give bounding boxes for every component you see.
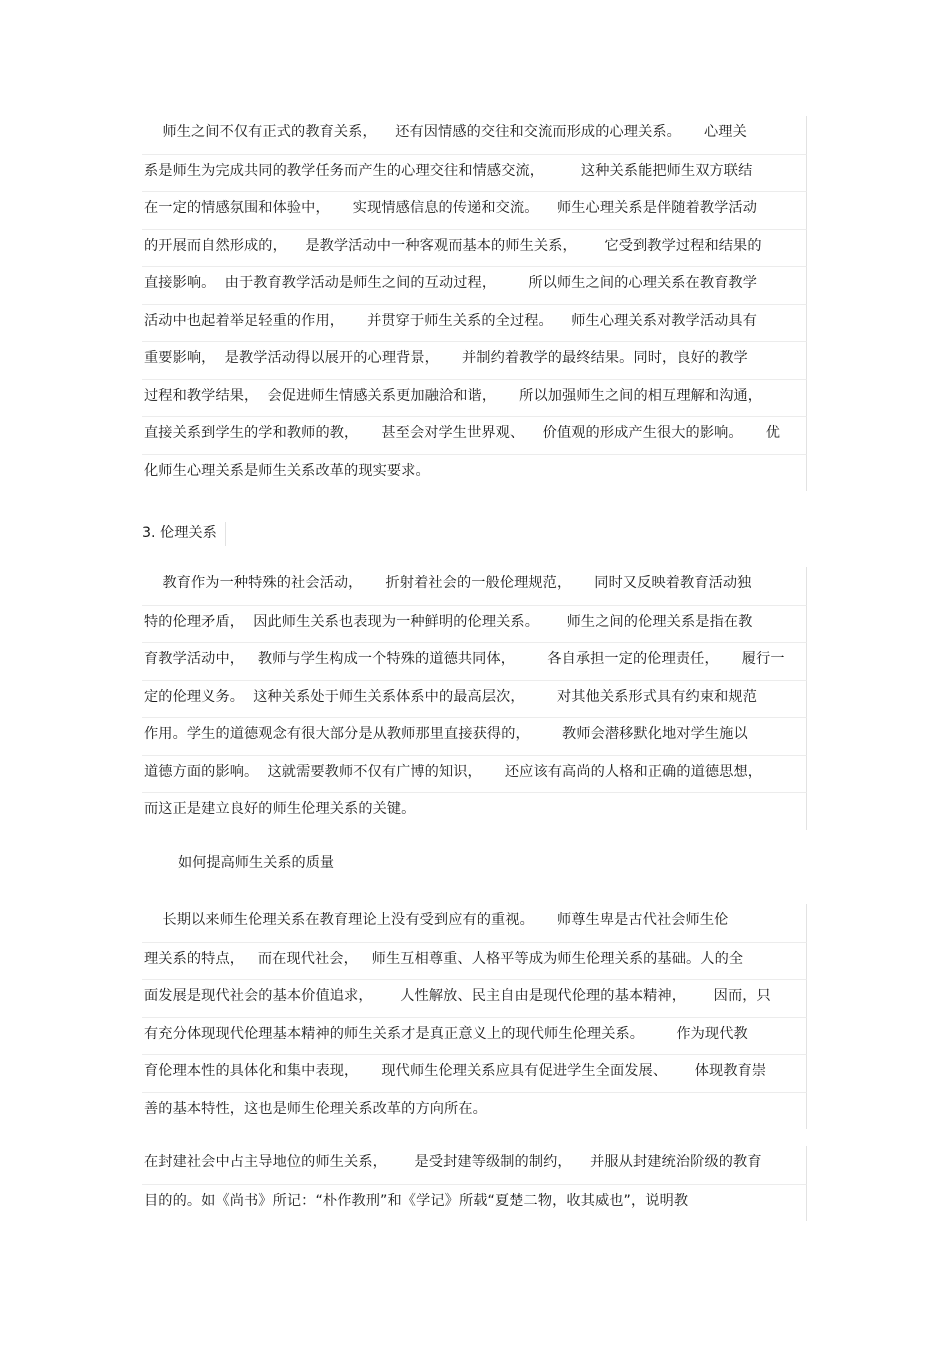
text-line: 定的伦理义务。 这种关系处于师生关系体系中的最高层次， 对其他关系形式具有约束和规范	[142, 680, 807, 718]
text-line: 在封建社会中占主导地位的师生关系， 是受封建等级制的制约， 并服从封建统治阶级的教育	[142, 1146, 807, 1184]
text-line: 直接影响。 由于教育教学活动是师生之间的互动过程， 所以师生之间的心理关系在教育教学	[142, 266, 807, 304]
text-line: 育教学活动中， 教师与学生构成一个特殊的道德共同体， 各自承担一定的伦理责任， 履行一	[142, 642, 807, 680]
text-line: 师生之间不仅有正式的教育关系， 还有因情感的交往和交流而形成的心理关系。 心理关	[142, 116, 807, 154]
text-line: 的开展而自然形成的， 是教学活动中一种客观而基本的师生关系， 它受到教学过程和结果的	[142, 229, 807, 267]
text-line: 系是师生为完成共同的教学任务而产生的心理交往和情感交流， 这种关系能把师生双方联结	[142, 154, 807, 192]
text-line: 而这正是建立良好的师生伦理关系的关键。	[142, 792, 807, 830]
text-line: 活动中也起着举足轻重的作用， 并贯穿于师生关系的全过程。 师生心理关系对教学活动具有	[142, 304, 807, 342]
text-line: 特的伦理矛盾， 因此师生关系也表现为一种鲜明的伦理关系。 师生之间的伦理关系是指在教	[142, 605, 807, 643]
text-line: 面发展是现代社会的基本价值追求， 人性解放、民主自由是现代伦理的基本精神， 因而，只	[142, 979, 807, 1017]
paragraph-ethical-relation	[142, 567, 807, 830]
text-line: 直接关系到学生的学和教师的教， 甚至会对学生世界观、 价值观的形成产生很大的影响。 优	[142, 416, 807, 454]
text-line: 作用。学生的道德观念有很大部分是从教师那里直接获得的， 教师会潜移默化地对学生施以	[142, 717, 807, 755]
text-line: 教育作为一种特殊的社会活动， 折射着社会的一般伦理规范， 同时又反映着教育活动独	[142, 567, 807, 605]
subheading: 如何提高师生关系的质量	[178, 855, 335, 871]
text-line: 道德方面的影响。 这就需要教师不仅有广博的知识， 还应该有高尚的人格和正确的道德思想，	[142, 755, 807, 793]
text-line: 在一定的情感氛围和体验中， 实现情感信息的传递和交流。 师生心理关系是伴随着教学活动	[142, 191, 807, 229]
text-line: 育伦理本性的具体化和集中表现， 现代师生伦理关系应具有促进学生全面发展、 体现教育崇	[142, 1054, 807, 1092]
text-line: 理关系的特点， 而在现代社会， 师生互相尊重、人格平等成为师生伦理关系的基础。人的全	[142, 942, 807, 980]
text-line: 化师生心理关系是师生关系改革的现实要求。	[142, 454, 807, 492]
text-line: 重要影响， 是教学活动得以展开的心理背景， 并制约着教学的最终结果。同时，良好的教学	[142, 341, 807, 379]
section-heading: 3. 伦理关系	[142, 522, 226, 546]
paragraph-modern-ethics	[142, 904, 807, 1129]
text-line: 过程和教学结果， 会促进师生情感关系更加融洽和谐， 所以加强师生之间的相互理解和沟通，	[142, 379, 807, 417]
text-line: 善的基本特性，这也是师生伦理关系改革的方向所在。	[142, 1092, 807, 1130]
text-line: 目的的。如《尚书》所记：“朴作教刑”和《学记》所载“夏楚二物，收其威也”，说明教	[142, 1184, 807, 1222]
paragraph-psychological-relation	[142, 116, 807, 491]
text-line: 长期以来师生伦理关系在教育理论上没有受到应有的重视。 师尊生卑是古代社会师生伦	[142, 904, 807, 942]
paragraph-feudal-relation	[142, 1146, 807, 1221]
text-line: 有充分体现现代伦理基本精神的师生关系才是真正意义上的现代师生伦理关系。 作为现代教	[142, 1017, 807, 1055]
